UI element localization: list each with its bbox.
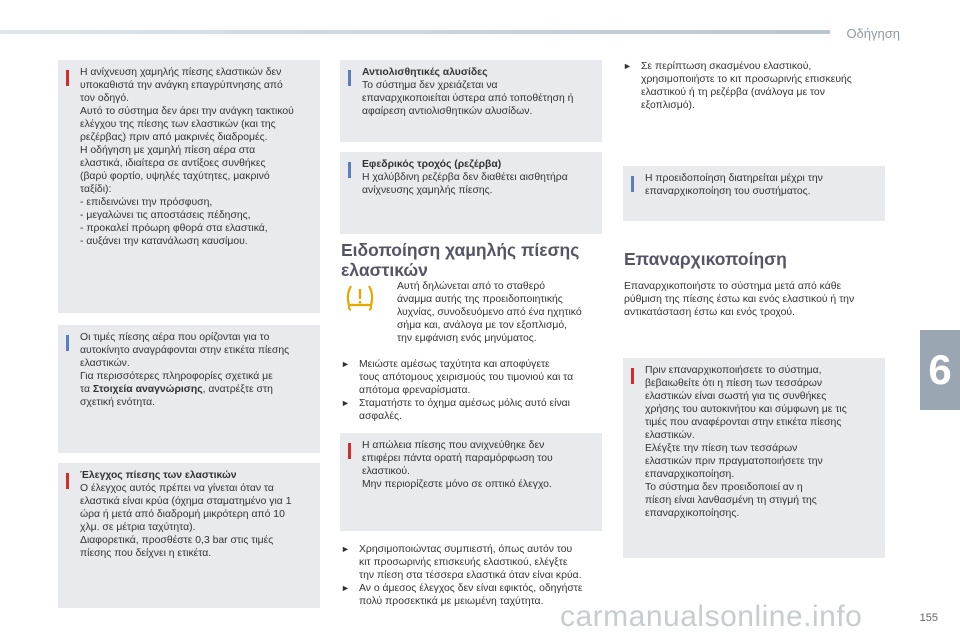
- info-text-part: Οι τιμές πίεσης αέρα που ορίζονται για το αυτοκίνητο αναγράφονται στην ετικέτα πίεσης ελαστικών. Για περισσότερες πληροφορίες σχετικά με τα: [80, 332, 290, 395]
- box-title: [362, 66, 594, 79]
- list-item-text: Σταματήστε το όχημα αμέσως μόλις αυτό είναι ασφαλές.: [359, 398, 570, 422]
- info-marker-icon: [348, 162, 351, 178]
- section-heading-reinitialisation: Επαναρχικοποίηση: [624, 249, 787, 269]
- list-item-text: Σε περίπτωση σκασμένου ελαστικού, χρησιμοποιήστε το κιτ προσωρινής επισκευής ελαστικού ή τη ρεζέρβα (ανάλογα με τον εξοπλισμό).: [641, 61, 852, 111]
- box-title-text: Αντιολισθητικές αλυσίδες: [362, 67, 488, 78]
- action-list-1: [341, 358, 603, 423]
- warning-marker-icon: [348, 443, 351, 459]
- warning-marker-icon: [66, 70, 69, 86]
- chapter-tab: 6: [920, 330, 960, 410]
- info-box-text: [80, 331, 312, 409]
- info-marker-icon: [348, 70, 351, 86]
- tire-pressure-warning-icon: [343, 283, 377, 313]
- warning-marker-icon: [66, 473, 69, 489]
- warning-box-low-pressure-driving: [58, 60, 320, 313]
- section-title: Οδήγηση: [846, 26, 900, 41]
- bullet-arrow-icon: ►: [341, 398, 350, 408]
- list-item: [341, 543, 603, 582]
- header-bar: [0, 0, 960, 40]
- info-text-bold: Στοιχεία αναγνώρισης: [92, 384, 203, 395]
- watermark: carmanualsonline.info: [560, 600, 863, 633]
- list-item: [341, 358, 603, 397]
- warning-marker-icon: [631, 368, 634, 384]
- box-title-text: Εφεδρικός τροχός (ρεζέρβα): [362, 159, 502, 170]
- page-number: 155: [919, 612, 938, 624]
- action-list-2: [341, 543, 603, 608]
- info-box-alert-persists: [623, 166, 885, 221]
- list-item-text: Αν ο άμεσος έλεγχος δεν είναι εφικτός, οδηγήστε πολύ προσεκτικά με μειωμένη ταχύτητα.: [359, 583, 583, 607]
- info-marker-icon: [66, 335, 69, 351]
- info-box-spare-wheel: [340, 152, 602, 234]
- box-text: Η προειδοποίηση διατηρείται μέχρι την επαναρχικοποίηση του συστήματος.: [645, 173, 823, 197]
- box-text: Πριν επαναρχικοποιήσετε το σύστημα, βεβαιωθείτε ότι η πίεση των τεσσάρων ελαστικών είναι σωστή για τις συνθήκες χρήσης του αυτοκινήτου και σύμφωνη με τις τιμές που αναφέρονται στην ετικέτα πίεσης ελαστικών. Ελέγξτε την πίεση των τεσσάρων ελαστικών πριν πραγματοποιήσετε την επαναρχικοποίηση. Το σύστημα δεν προειδοποιεί αν η πίεση είναι λανθασμένη τη στιγμή της επαναρχικοποίησης.: [645, 365, 847, 519]
- list-item: [341, 582, 603, 608]
- list-item-text: Μειώστε αμέσως ταχύτητα και αποφύγετε τους απότομους χειρισμούς του τιμονιού και τα απότομα φρεναρίσματα.: [359, 359, 574, 396]
- warning-box-pressure-check: [58, 463, 320, 608]
- list-item: [341, 397, 603, 423]
- box-title: [362, 158, 594, 171]
- box-title-text: Έλεγχος πίεσης των ελαστικών: [80, 470, 237, 481]
- box-text: Το σύστημα δεν χρειάζεται να επαναρχικοποιείται ύστερα από τοποθέτηση ή αφαίρεση αντιολισθητικών αλυσίδων.: [362, 80, 574, 117]
- bullet-arrow-icon: ►: [341, 544, 350, 554]
- warning-box-visual-check: [340, 433, 602, 531]
- info-box-pressure-values: [58, 325, 320, 453]
- box-title: [80, 469, 312, 482]
- info-marker-icon: [631, 176, 634, 192]
- bullet-arrow-icon: ►: [341, 583, 350, 593]
- bullet-arrow-icon: ►: [341, 359, 350, 369]
- list-item-text: Χρησιμοποιώντας συμπιεστή, όπως αυτόν του κιτ προσωρινής επισκευής ελαστικού, ελέγξτε την πίεση στα τέσσερα ελαστικά όταν είναι κρύα.: [359, 544, 582, 581]
- box-text: Η απώλεια πίεσης που ανιχνεύθηκε δεν επιφέρει πάντα ορατή παραμόρφωση του ελαστικού. Μην περιορίζεστε μόνο σε οπτικό έλεγχο.: [362, 440, 553, 490]
- warning-box-text: Η ανίχνευση χαμηλής πίεσης ελαστικών δεν υποκαθιστά την ανάγκη επαγρύπνησης από τον οδηγό. Αυτό το σύστημα δεν άρει την ανάγκη τακτικού ελέγχου της πίεσης των ελαστικών (και της ρεζέρβας) πριν από μακρινές διαδρομές. Η οδήγηση με χαμηλή πίεση αέρα στα ελαστικά, ιδιαίτερα σε αντίξοες συνθήκες (βαρύ φορτίο, υψηλές ταχύτητες, μακρινό ταξίδι): - επιδεινώνει την πρόσφυση, - μεγαλώνει τις αποστάσεις πέδησης, - προκαλεί πρόωρη φθορά στα ελαστικά, - αυξάνει την κατανάλωση καυσίμου.: [80, 67, 294, 247]
- warning-box-before-reinit: [623, 358, 885, 558]
- box-text: Ο έλεγχος αυτός πρέπει να γίνεται όταν τα ελαστικά είναι κρύα (όχημα σταματημένο για 1 ώρα ή μετά από διαδρομή μικρότερη από 10 χλμ. σε μέτρια ταχύτητα). Διαφορετικά, προσθέστε 0,3 bar στις τιμές πίεσης που δείχνει η ετικέτα.: [80, 483, 292, 559]
- info-box-snow-chains: [340, 60, 602, 142]
- section-heading-low-pressure-alert: Ειδοποίηση χαμηλής πίεσης ελαστικών: [341, 240, 580, 280]
- info-text-part: , ανατρέξτε στη σχετική ενότητα.: [80, 384, 273, 408]
- box-text: Η χαλύβδινη ρεζέρβα δεν διαθέτει αισθητήρα ανίχνευσης χαμηλής πίεσης.: [362, 172, 568, 196]
- list-item: [623, 60, 888, 112]
- alert-description: Αυτή δηλώνεται από το σταθερό άναμμα αυτής της προειδοποιητικής λυχνίας, συνοδευόμενο από ένα ηχητικό σήμα και, ανάλογα με τον εξοπλισμό, την εμφάνιση ενός μηνύματος.: [397, 281, 582, 344]
- reinitialisation-text: Επαναρχικοποιήστε το σύστημα μετά από κάθε ρύθμιση της πίεσης έστω και ενός ελαστικού ή την αντικατάσταση έστω και ενός τροχού.: [624, 281, 855, 318]
- action-list-3: [623, 60, 888, 112]
- header-rule: [0, 30, 830, 34]
- bullet-arrow-icon: ►: [623, 61, 632, 71]
